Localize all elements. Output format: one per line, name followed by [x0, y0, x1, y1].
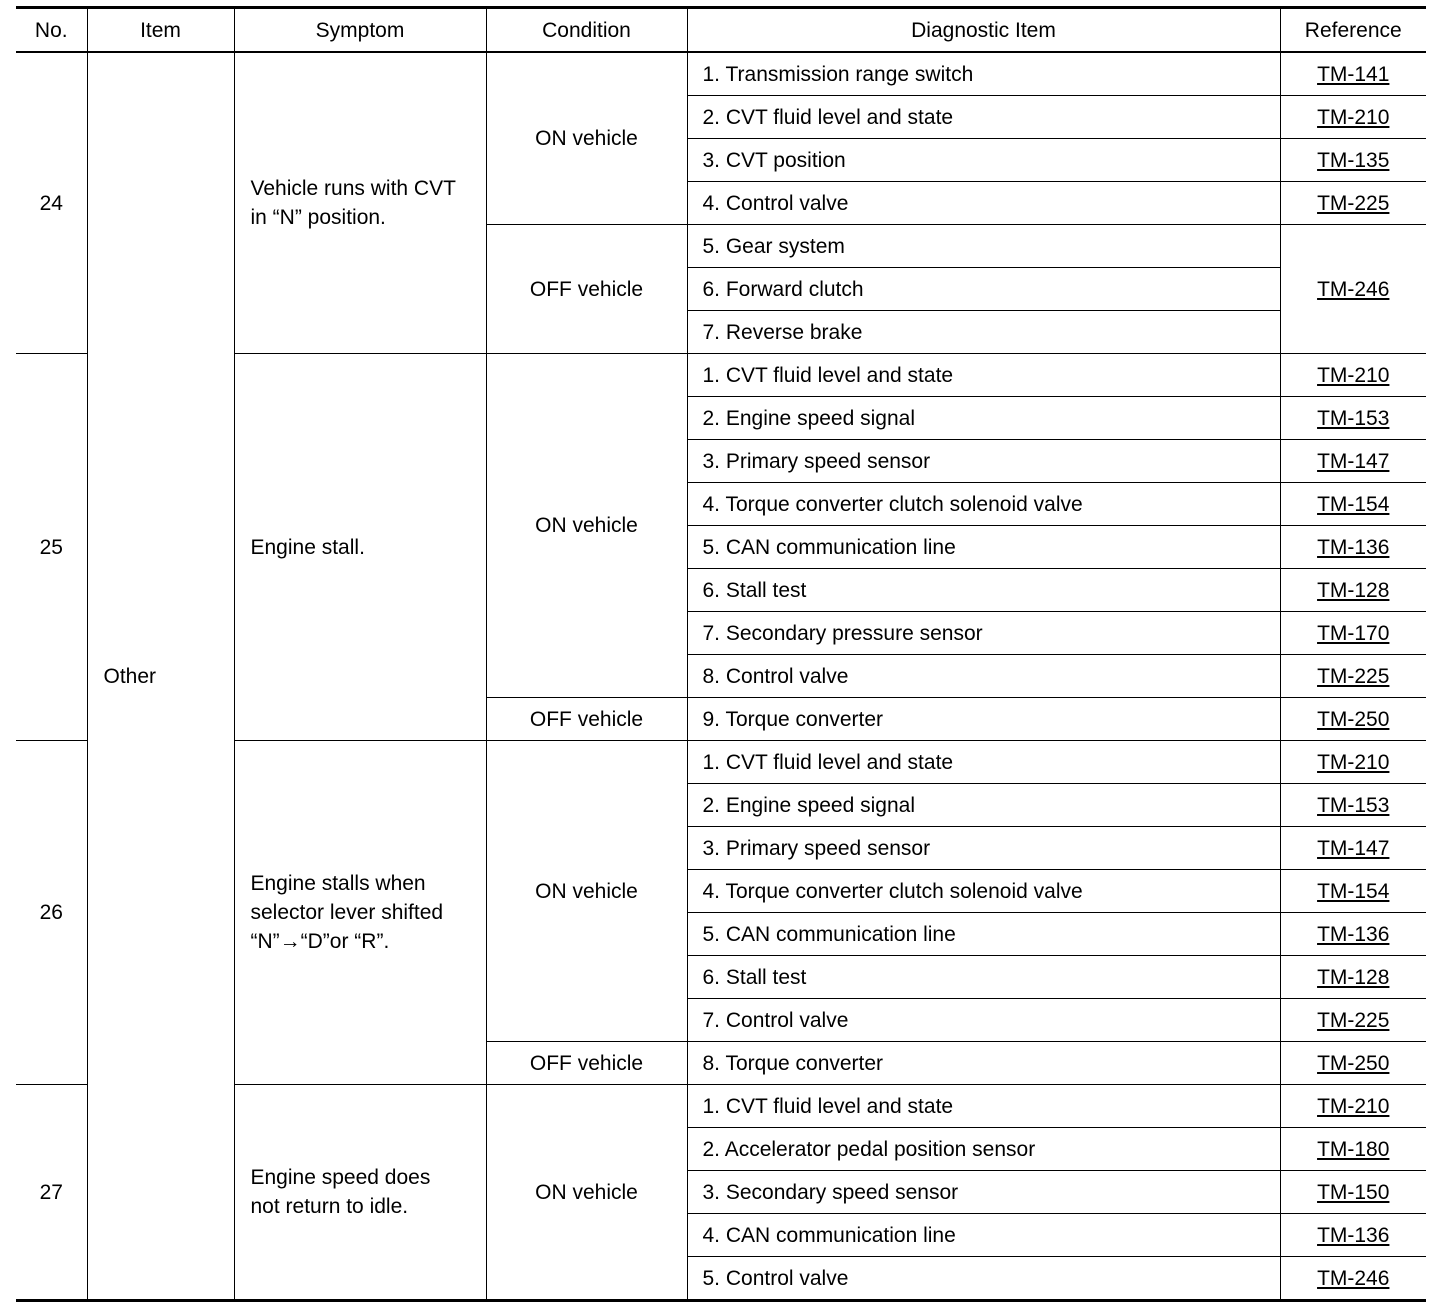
- reference-link[interactable]: TM-150: [1317, 1180, 1390, 1204]
- reference-link[interactable]: TM-246: [1317, 1266, 1390, 1290]
- reference-cell: [1280, 483, 1426, 526]
- reference-link[interactable]: TM-154: [1317, 492, 1390, 516]
- reference-cell: [1280, 96, 1426, 139]
- diagnostic-item: 2. CVT fluid level and state: [687, 96, 1280, 139]
- reference-cell: [1280, 354, 1426, 397]
- reference-link[interactable]: TM-147: [1317, 836, 1390, 860]
- diagnostic-item: 1. CVT fluid level and state: [687, 1085, 1280, 1128]
- reference-cell: [1280, 612, 1426, 655]
- diagnostic-item: 6. Stall test: [687, 569, 1280, 612]
- diagnostic-item: 3. Primary speed sensor: [687, 827, 1280, 870]
- diagnostic-item: 6. Stall test: [687, 956, 1280, 999]
- reference-cell: [1280, 526, 1426, 569]
- diagnostic-item: 8. Torque converter: [687, 1042, 1280, 1085]
- group-number: 25: [16, 354, 87, 741]
- reference-link[interactable]: TM-250: [1317, 707, 1390, 731]
- reference-cell: [1280, 397, 1426, 440]
- reference-cell: [1280, 741, 1426, 784]
- diagnostic-item: 3. Primary speed sensor: [687, 440, 1280, 483]
- condition-off-vehicle: OFF vehicle: [486, 1042, 687, 1085]
- symptom-cell: [234, 52, 486, 354]
- diagnostic-item: 4. Torque converter clutch solenoid valve: [687, 483, 1280, 526]
- reference-cell: [1280, 569, 1426, 612]
- reference-link[interactable]: TM-180: [1317, 1137, 1390, 1161]
- header-reference: Reference: [1280, 8, 1426, 53]
- condition-off-vehicle: OFF vehicle: [486, 698, 687, 741]
- reference-cell: [1280, 182, 1426, 225]
- diagnostic-item: 1. Transmission range switch: [687, 52, 1280, 96]
- diagnostic-item: 2. Accelerator pedal position sensor: [687, 1128, 1280, 1171]
- reference-cell: [1280, 913, 1426, 956]
- symptom-text: “N”→“D”or “R”.: [250, 930, 390, 953]
- reference-cell: [1280, 1214, 1426, 1257]
- header-diagnostic-item: Diagnostic Item: [687, 8, 1280, 53]
- diagnostic-item: 7. Reverse brake: [687, 311, 1280, 354]
- diagnostic-item: 1. CVT fluid level and state: [687, 741, 1280, 784]
- diagnostic-item: 8. Control valve: [687, 655, 1280, 698]
- reference-cell: [1280, 225, 1426, 354]
- reference-link[interactable]: TM-147: [1317, 449, 1390, 473]
- reference-link[interactable]: TM-128: [1317, 965, 1390, 989]
- header-no: No.: [16, 8, 87, 53]
- group-number: 27: [16, 1085, 87, 1301]
- reference-cell: [1280, 827, 1426, 870]
- reference-link[interactable]: TM-210: [1317, 1094, 1390, 1118]
- condition-on-vehicle: ON vehicle: [486, 1085, 687, 1301]
- diagnostic-item: 9. Torque converter: [687, 698, 1280, 741]
- reference-link[interactable]: TM-135: [1317, 148, 1390, 172]
- diagnostic-item: 5. Control valve: [687, 1257, 1280, 1301]
- group-number: 24: [16, 52, 87, 354]
- symptom-cell: [234, 1085, 486, 1301]
- diagnostic-item: 4. Control valve: [687, 182, 1280, 225]
- symptom-text: Engine speed does: [250, 1166, 431, 1189]
- diagnostic-item: 5. CAN communication line: [687, 526, 1280, 569]
- reference-link[interactable]: TM-225: [1317, 191, 1390, 215]
- diagnostic-item: 4. CAN communication line: [687, 1214, 1280, 1257]
- header-row: [16, 8, 1426, 53]
- item-category: Other: [87, 52, 234, 1301]
- reference-link[interactable]: TM-210: [1317, 750, 1390, 774]
- reference-cell: [1280, 440, 1426, 483]
- diagnosis-table: [16, 6, 1426, 1302]
- diagnostic-item: 2. Engine speed signal: [687, 784, 1280, 827]
- symptom-text: Engine stall.: [250, 535, 365, 559]
- reference-link[interactable]: TM-246: [1317, 277, 1390, 301]
- reference-cell: [1280, 698, 1426, 741]
- reference-cell: [1280, 139, 1426, 182]
- reference-link[interactable]: TM-141: [1317, 62, 1390, 86]
- reference-link[interactable]: TM-170: [1317, 621, 1390, 645]
- diagnostic-item: 6. Forward clutch: [687, 268, 1280, 311]
- reference-link[interactable]: TM-210: [1317, 105, 1390, 129]
- condition-on-vehicle: ON vehicle: [486, 354, 687, 698]
- reference-cell: [1280, 1085, 1426, 1128]
- reference-link[interactable]: TM-210: [1317, 363, 1390, 387]
- reference-link[interactable]: TM-136: [1317, 922, 1390, 946]
- reference-cell: [1280, 784, 1426, 827]
- condition-off-vehicle: OFF vehicle: [486, 225, 687, 354]
- reference-link[interactable]: TM-225: [1317, 1008, 1390, 1032]
- condition-on-vehicle: ON vehicle: [486, 52, 687, 225]
- diagnostic-item: 5. CAN communication line: [687, 913, 1280, 956]
- reference-link[interactable]: TM-136: [1317, 1223, 1390, 1247]
- header-condition: Condition: [486, 8, 687, 53]
- symptom-text: selector lever shifted: [250, 901, 444, 924]
- symptom-text: not return to idle.: [250, 1195, 409, 1218]
- diagnostic-item: 3. CVT position: [687, 139, 1280, 182]
- diagnostic-item: 7. Control valve: [687, 999, 1280, 1042]
- diagnostic-item: 5. Gear system: [687, 225, 1280, 268]
- reference-link[interactable]: TM-225: [1317, 664, 1390, 688]
- reference-cell: [1280, 870, 1426, 913]
- reference-cell: [1280, 1257, 1426, 1301]
- reference-link[interactable]: TM-153: [1317, 406, 1390, 430]
- reference-cell: [1280, 1042, 1426, 1085]
- reference-link[interactable]: TM-128: [1317, 578, 1390, 602]
- symptom-cell: [234, 741, 486, 1085]
- table-body: [16, 52, 1426, 1301]
- header-symptom: Symptom: [234, 8, 486, 53]
- diagnostic-item: 3. Secondary speed sensor: [687, 1171, 1280, 1214]
- reference-link[interactable]: TM-153: [1317, 793, 1390, 817]
- table-row: [16, 52, 1426, 96]
- reference-link[interactable]: TM-250: [1317, 1051, 1390, 1075]
- reference-cell: [1280, 52, 1426, 96]
- diagnostic-item: 2. Engine speed signal: [687, 397, 1280, 440]
- header-item: Item: [87, 8, 234, 53]
- reference-cell: [1280, 956, 1426, 999]
- reference-cell: [1280, 1171, 1426, 1214]
- diagnostic-item: 1. CVT fluid level and state: [687, 354, 1280, 397]
- reference-cell: [1280, 999, 1426, 1042]
- reference-cell: [1280, 1128, 1426, 1171]
- diagnostic-item: 7. Secondary pressure sensor: [687, 612, 1280, 655]
- symptom-text: Vehicle runs with CVT: [250, 177, 456, 200]
- reference-link[interactable]: TM-136: [1317, 535, 1390, 559]
- condition-on-vehicle: ON vehicle: [486, 741, 687, 1042]
- reference-cell: [1280, 655, 1426, 698]
- reference-link[interactable]: TM-154: [1317, 879, 1390, 903]
- symptom-text: Engine stalls when: [250, 872, 426, 895]
- group-number: 26: [16, 741, 87, 1085]
- symptom-cell: [234, 354, 486, 741]
- diagnostic-item: 4. Torque converter clutch solenoid valve: [687, 870, 1280, 913]
- symptom-text: in “N” position.: [250, 206, 386, 229]
